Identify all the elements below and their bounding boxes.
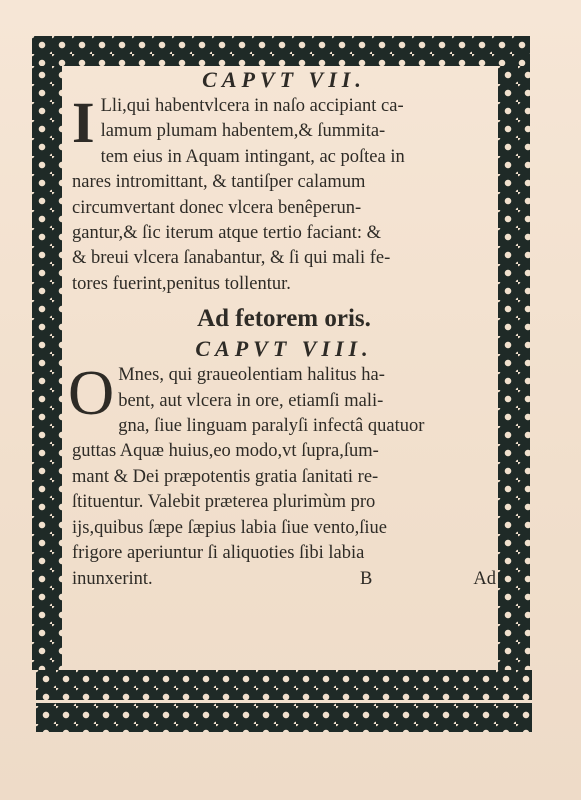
chapter-8-title: CAPVT VIII.: [195, 336, 373, 362]
signature-mark: B: [360, 568, 373, 589]
ornamental-border-top: [32, 36, 530, 66]
chapter-7-title: CAPVT VII.: [202, 67, 366, 92]
text-line: inunxerint.: [72, 568, 153, 589]
ornamental-border-rule: [36, 700, 532, 703]
text-line: gantur,& ſic iterum atque tertio faciant: &: [72, 223, 382, 244]
ornamental-border-left: [32, 66, 62, 670]
text-line: Mnes, qui graueolentiam halitus ha-: [118, 365, 385, 386]
chapter-8-paragraph: [68, 357, 496, 592]
text-line: tem eius in Aquam intingant, ac poſtea in: [100, 146, 405, 167]
text-line: gna, ſiue linguam paralyſi infectâ quatuor: [118, 416, 425, 437]
text-line: & breui vlcera ſanabantur, & ſi qui mali fe-: [72, 248, 391, 269]
chapter-7-paragraph: [72, 90, 496, 297]
catchword: Ad: [473, 568, 496, 589]
text-line: guttas Aquæ huius,eo modo,vt ſupra,ſum-: [72, 441, 379, 462]
text-block: [68, 66, 496, 593]
text-line: ſtituentur. Valebit præterea plurimùm pro: [72, 492, 376, 513]
text-line: ijs,quibus ſæpe ſæpius labia ſiue vento,ſiue: [72, 517, 387, 538]
text-line: Lli,qui habentvlcera in naſo accipiant ca-: [100, 96, 404, 116]
text-line: frigore aperiuntur ſi aliquoties ſibi labia: [72, 543, 365, 564]
text-line: bent, aut vlcera in ore, etiamſi mali-: [118, 390, 384, 411]
text-line: circumvertant donec vlcera benêperun-: [72, 197, 362, 218]
text-line: nares intromittant, & tantiſper calamum: [72, 172, 366, 193]
chapter-8-initial: O: [68, 357, 115, 429]
text-line: tores fuerint,penitus tollentur.: [72, 273, 291, 294]
section-heading: Ad fetorem oris.: [197, 305, 371, 333]
text-line: lamum plumam habentem,& ſummita-: [100, 121, 386, 142]
last-line: [72, 567, 496, 593]
ornamental-border-right: [498, 66, 530, 670]
text-line: mant & Dei præpotentis gratia ſanitati re-: [72, 466, 379, 487]
chapter-7-initial: I: [72, 90, 95, 155]
